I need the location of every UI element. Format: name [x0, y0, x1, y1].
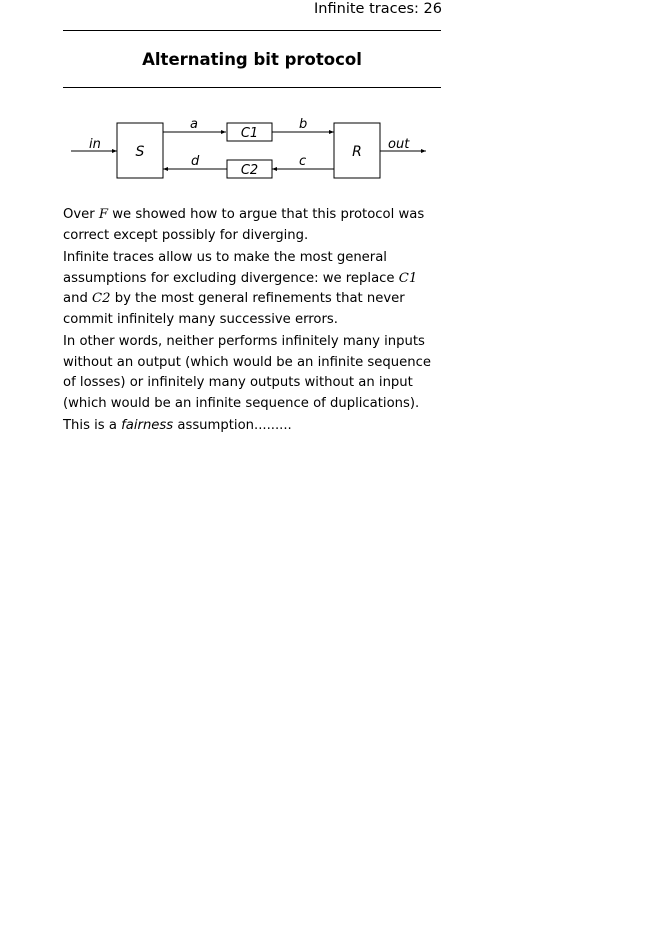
- page-header: Infinite traces: 26: [314, 1, 442, 17]
- paragraph-3: In other words, neither performs infinitely many inputs without an output (which would be an infinite sequence of losses) or infinitely many outputs without an input (which would be an infinite sequence of duplications).: [63, 334, 431, 411]
- bottom-rule: [63, 87, 441, 88]
- channel2-label: C2: [240, 163, 259, 178]
- out-label: out: [388, 137, 410, 152]
- c1-symbol: C1: [398, 270, 418, 286]
- slide-body: [63, 205, 443, 439]
- channel1-label: C1: [240, 126, 259, 141]
- fairness-term: fairness: [121, 418, 174, 433]
- d-label: d: [191, 154, 200, 169]
- top-rule: [63, 30, 441, 31]
- in-label: in: [89, 137, 101, 152]
- sender-label: S: [135, 144, 145, 160]
- paragraph-4: This is a fairness assumption.........: [63, 418, 292, 433]
- c-label: c: [299, 154, 307, 169]
- slide-title: Alternating bit protocol: [142, 50, 362, 69]
- paragraph-2: Infinite traces allow us to make the most general assumptions for excluding divergence: we replace C1 and C2 by the most general refinements that never commit infinitely many successive errors.: [63, 250, 418, 327]
- receiver-label: R: [352, 144, 362, 160]
- paragraph-1: Over F we showed how to argue that this protocol was correct except possibly for diverging.: [63, 207, 425, 243]
- c2-symbol: C2: [92, 291, 111, 306]
- protocol-diagram: [60, 110, 440, 190]
- failures-model-symbol: F: [98, 207, 109, 222]
- a-label: a: [190, 117, 198, 132]
- b-label: b: [299, 117, 308, 132]
